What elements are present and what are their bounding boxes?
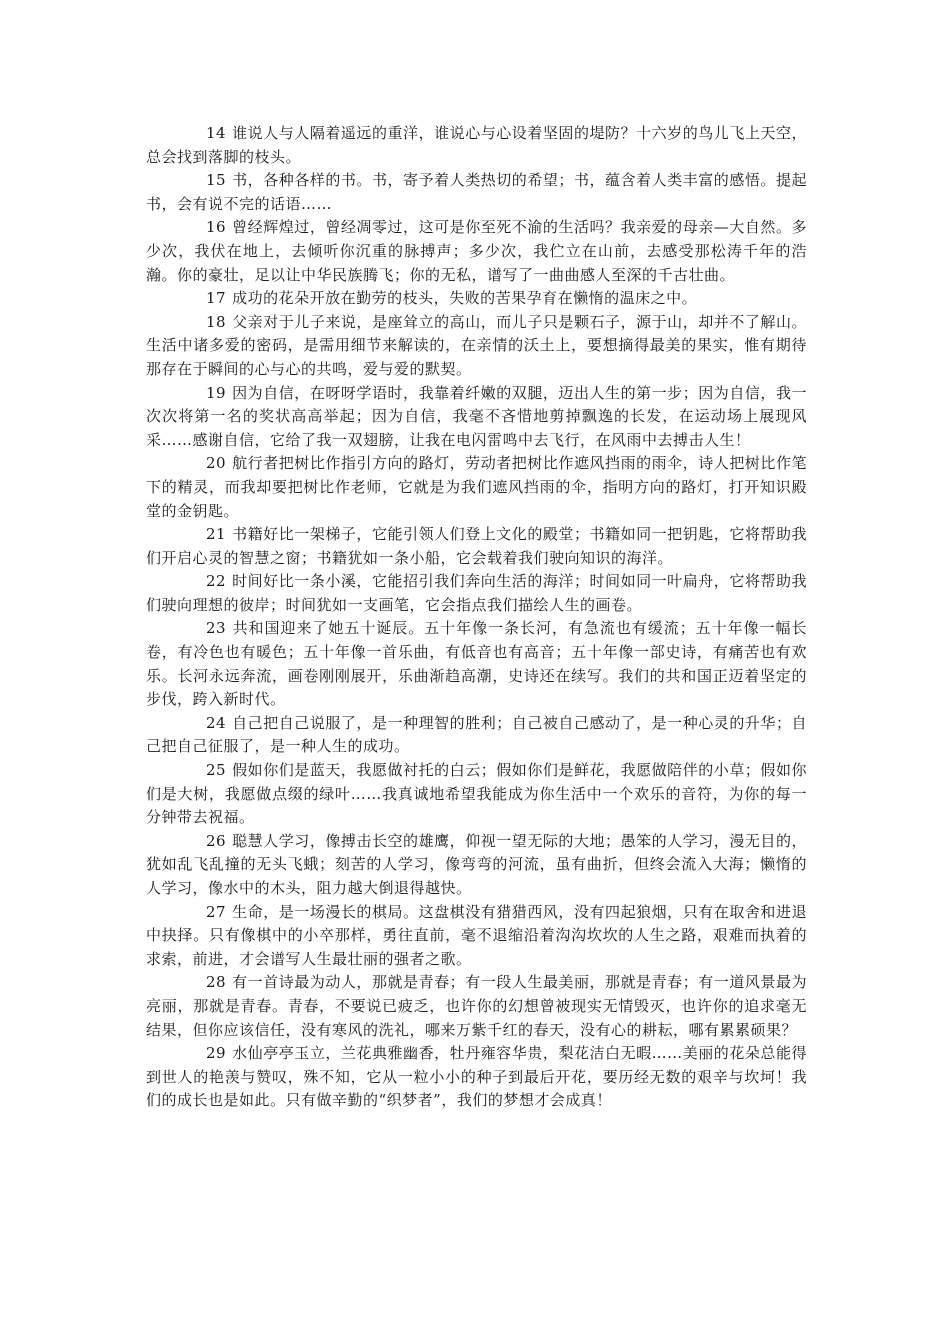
paragraph-number: 18	[206, 312, 227, 331]
paragraph	[146, 382, 807, 453]
paragraph	[146, 1042, 807, 1113]
paragraph	[146, 287, 807, 311]
paragraph-number: 14	[206, 124, 227, 142]
paragraph-text: 书籍好比一架梯子，它能引领人们登上文化的殿堂；书籍如同一把钥匙，它将帮助我们开启心灵的智慧之窗；书籍犹如一条小船，它会载着我们驶向知识的海洋。	[146, 525, 807, 567]
document-body	[146, 122, 807, 1113]
paragraph-number: 16	[206, 218, 227, 237]
paragraph-number: 20	[206, 454, 227, 473]
paragraph-text: 谁说人与人隔着遥远的重洋，谁说心与心设着坚固的堤防？十六岁的鸟儿飞上天空，总会找到落脚的枝头。	[146, 124, 807, 166]
paragraph-number: 24	[206, 713, 227, 732]
paragraph-number: 28	[206, 973, 227, 992]
paragraph	[146, 169, 807, 216]
paragraph-text: 水仙亭亭玉立，兰花典雅幽香，牡丹雍容华贵，梨花洁白无暇……美丽的花朵总能得到世人的艳羡与赞叹，殊不知，它从一粒小小的种子到最后开花，要历经无数的艰辛与坎坷！我们的成长也是如此。只有做辛勤的“织梦者”，我们的梦想才会成真！	[146, 1044, 807, 1110]
paragraph	[146, 617, 807, 711]
paragraph-text: 曾经辉煌过，曾经凋零过，这可是你至死不渝的生活吗？我亲爱的母亲—大自然。多少次，我伏在地上，去倾听你沉重的脉搏声；多少次，我伫立在山前，去感受那松涛千年的浩瀚。你的豪壮，足以让中华民族腾飞；你的无私，谱写了一曲曲感人至深的千古壮曲。	[146, 218, 807, 284]
paragraph-text: 生命，是一场漫长的棋局。这盘棋没有猎猎西风，没有四起狼烟，只有在取舍和进退中抉择。只有像棋中的小卒那样，勇往直前，毫不退缩沿着沟沟坎坎的人生之路，艰难而执着的求索，前进，才会谱写人生最壮丽的强者之歌。	[146, 902, 807, 968]
paragraph-text: 父亲对于儿子来说，是座耸立的高山，而儿子只是颗石子，源于山，却并不了解山。生活中诸多爱的密码，是需用细节来解读的，在亲情的沃土上，要想摘得最美的果实，惟有期待那存在于瞬间的心与心的共鸣，爱与爱的默契。	[146, 312, 807, 378]
paragraph	[146, 311, 807, 382]
paragraph	[146, 523, 807, 570]
paragraph	[146, 830, 807, 901]
paragraph-text: 假如你们是蓝天，我愿做衬托的白云；假如你们是鲜花，我愿做陪伴的小草；假如你们是大树，我愿做点缀的绿叶……我真诚地希望我能成为你生活中一个欢乐的音符，为你的每一分钟带去祝福。	[146, 761, 807, 827]
paragraph-number: 15	[206, 171, 227, 190]
paragraph	[146, 570, 807, 617]
paragraph	[146, 971, 807, 1042]
paragraph-text: 航行者把树比作指引方向的路灯，劳动者把树比作遮风挡雨的雨伞，诗人把树比作笔下的精灵，而我却要把树比作老师，它就是为我们遮风挡雨的伞，指明方向的路灯，打开知识殿堂的金钥匙。	[146, 454, 807, 520]
paragraph-number: 26	[206, 831, 227, 850]
paragraph-text: 因为自信，在呀呀学语时，我靠着纤嫩的双腿，迈出人生的第一步；因为自信，我一次次将第一名的奖状高高举起；因为自信，我毫不吝惜地剪掉飘逸的长发，在运动场上展现风采……感谢自信，它给了我一双翅膀，让我在电闪雷鸣中去飞行，在风雨中去搏击人生！	[146, 383, 807, 449]
paragraph-number: 21	[206, 525, 227, 544]
paragraph-number: 25	[206, 761, 227, 780]
paragraph-number: 19	[206, 383, 227, 402]
paragraph	[146, 452, 807, 523]
paragraph-number: 22	[206, 572, 227, 591]
paragraph-text: 时间好比一条小溪，它能招引我们奔向生活的海洋；时间如同一叶扁舟，它将帮助我们驶向理想的彼岸；时间犹如一支画笔，它会指点我们描绘人生的画卷。	[146, 572, 807, 614]
paragraph-number: 29	[206, 1044, 227, 1063]
paragraph	[146, 759, 807, 830]
paragraph-text: 成功的花朵开放在勤劳的枝头，失败的苦果孕育在懒惰的温床之中。	[232, 289, 698, 308]
paragraph-number: 23	[206, 619, 227, 638]
paragraph-text: 自己把自己说服了，是一种理智的胜利；自己被自己感动了，是一种心灵的升华；自己把自己征服了，是一种人生的成功。	[146, 713, 807, 756]
paragraph-number: 17	[206, 289, 227, 308]
paragraph-text: 聪慧人学习，像搏击长空的雄鹰，仰视一望无际的大地；愚笨的人学习，漫无目的，犹如乱飞乱撞的无头飞蛾；刻苦的人学习，像弯弯的河流，虽有曲折，但终会流入大海；懒惰的人学习，像水中的木头，阻力越大倒退得越快。	[146, 831, 807, 897]
paragraph	[146, 216, 807, 287]
paragraph	[146, 712, 807, 759]
paragraph-text: 共和国迎来了她五十诞辰。五十年像一条长河，有急流也有缓流；五十年像一幅长卷，有冷色也有暖色；五十年像一首乐曲，有低音也有高音；五十年像一部史诗，有痛苦也有欢乐。长河永远奔流，画卷刚刚展开，乐曲渐趋高潮，史诗还在续写。我们的共和国正迈着坚定的步伐，跨入新时代。	[146, 619, 807, 709]
paragraph-number: 27	[206, 902, 227, 921]
paragraph-text: 有一首诗最为动人，那就是青春；有一段人生最美丽，那就是青春；有一道风景最为亮丽，那就是青春。青春，不要说已疲乏，也许你的幻想曾被现实无情毁灭，也许你的追求毫无结果，但你应该信任，没有寒风的洗礼，哪来万紫千红的春天，没有心的耕耘，哪有累累硕果？	[146, 973, 807, 1039]
paragraph-text: 书，各种各样的书。书，寄予着人类热切的希望；书，蕴含着人类丰富的感悟。提起书，会有说不完的话语……	[146, 171, 807, 213]
paragraph	[146, 901, 807, 972]
paragraph	[146, 122, 807, 169]
